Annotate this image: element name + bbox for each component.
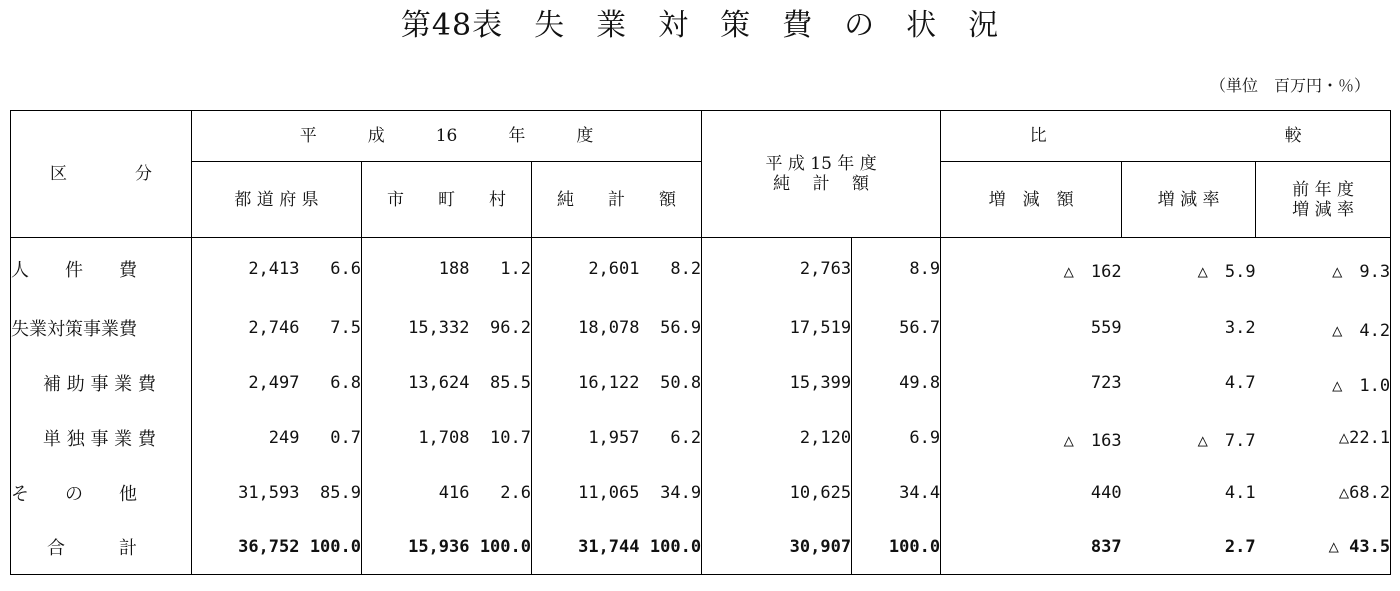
cell-prev-rate: △ 9.3 <box>1256 238 1391 301</box>
cell-pref-amount: 36,752 <box>192 521 300 575</box>
cell-pref-amount: 2,746 <box>192 301 300 356</box>
row-label: 補 助 事 業 費 <box>11 356 192 411</box>
table-row <box>11 466 1391 521</box>
cell-pref-amount: 2,413 <box>192 238 300 301</box>
cell-net-amount: 11,065 <box>532 466 640 521</box>
cell-fy15-amount: 10,625 <box>702 466 852 521</box>
cell-net-pct: 50.8 <box>660 373 702 393</box>
cell-diff-rate: 3.2 <box>1224 318 1256 338</box>
cell-diff-rate: 4.1 <box>1224 483 1256 503</box>
cell-fy15-pct: 49.8 <box>899 373 941 393</box>
cell-net-amount: 2,601 <box>532 238 640 301</box>
cell-muni-pct: 2.6 <box>500 483 531 503</box>
header-municipality: 市 町 村 <box>362 162 532 238</box>
row-label: 合 計 <box>11 521 192 575</box>
cell-fy15-pct: 6.9 <box>909 428 941 448</box>
cell-muni-pct: 96.2 <box>490 318 531 338</box>
cell-muni-pct: 10.7 <box>490 428 531 448</box>
cell-fy15-amount: 2,120 <box>702 411 852 466</box>
cell-pref-pct: 6.6 <box>330 259 361 280</box>
cell-net-pct: 100.0 <box>640 521 702 575</box>
header-fy15-net: 平 成 15 年 度 純 計 額 <box>702 111 941 238</box>
cell-fy15-pct: 34.4 <box>899 483 941 503</box>
cell-pref-amount: 249 <box>192 411 300 466</box>
cell-diff-rate: 2.7 <box>1122 521 1256 575</box>
row-label: 単 独 事 業 費 <box>11 411 192 466</box>
cell-net-amount: 16,122 <box>532 356 640 411</box>
cell-net-pct: 56.9 <box>660 318 702 338</box>
cell-muni-amount: 13,624 <box>362 356 470 411</box>
cell-pref-pct: 0.7 <box>330 428 361 448</box>
cell-diff-amount: 559 <box>941 301 1122 356</box>
cell-net-amount: 31,744 <box>532 521 640 575</box>
table-row <box>11 411 1391 466</box>
header-prefecture: 都 道 府 県 <box>192 162 362 238</box>
cell-prev-rate: △ 43.5 <box>1256 521 1391 575</box>
cell-prev-rate: △ 1.0 <box>1256 356 1391 411</box>
cell-pref-amount: 2,497 <box>192 356 300 411</box>
cell-muni-amount: 1,708 <box>362 411 470 466</box>
cell-pref-pct: 6.8 <box>330 373 361 393</box>
cell-diff-rate: △ 7.7 <box>1197 430 1256 451</box>
cell-net-pct: 8.2 <box>670 259 702 280</box>
cell-pref-amount: 31,593 <box>192 466 300 521</box>
cell-muni-pct: 100.0 <box>470 521 532 575</box>
cell-muni-pct: 1.2 <box>500 259 531 280</box>
cell-diff-amount: 837 <box>941 521 1122 575</box>
cell-diff-amount: 440 <box>941 466 1122 521</box>
cell-muni-amount: 188 <box>362 238 470 301</box>
cell-diff-amount: △ 162 <box>941 238 1122 301</box>
cell-pref-pct: 85.9 <box>320 483 361 503</box>
cell-fy15-amount: 15,399 <box>702 356 852 411</box>
table-title: 第48表 失 業 対 策 費 の 状 況 <box>400 8 1000 43</box>
cell-muni-pct: 85.5 <box>490 373 531 393</box>
table-row <box>11 238 1391 301</box>
cell-pref-pct: 100.0 <box>300 521 362 575</box>
table-row <box>11 301 1391 356</box>
header-diff-rate: 増 減 率 <box>1122 162 1256 238</box>
cell-fy15-amount: 17,519 <box>702 301 852 356</box>
cell-muni-amount: 416 <box>362 466 470 521</box>
unit-note: （単位 百万円・％） <box>1209 76 1370 95</box>
cell-pref-pct: 7.5 <box>330 318 361 338</box>
cell-fy15-amount: 30,907 <box>702 521 852 575</box>
cell-net-amount: 1,957 <box>532 411 640 466</box>
cell-prev-rate: △ 4.2 <box>1256 301 1391 356</box>
table-row <box>11 356 1391 411</box>
cell-diff-rate: 4.7 <box>1224 373 1256 393</box>
cell-diff-amount: △ 163 <box>941 411 1122 466</box>
total-row <box>11 521 1391 575</box>
cell-fy15-pct: 56.7 <box>899 318 941 338</box>
expenditure-table <box>10 110 1391 575</box>
cell-net-pct: 34.9 <box>660 483 702 503</box>
cell-diff-amount: 723 <box>941 356 1122 411</box>
cell-prev-rate: △68.2 <box>1256 466 1391 521</box>
cell-prev-rate: △22.1 <box>1256 411 1391 466</box>
cell-fy15-pct: 8.9 <box>909 259 941 280</box>
row-label: そ の 他 <box>11 466 192 521</box>
cell-net-pct: 6.2 <box>670 428 702 448</box>
header-diff-amount: 増 減 額 <box>941 162 1122 238</box>
cell-muni-amount: 15,936 <box>362 521 470 575</box>
cell-fy15-amount: 2,763 <box>702 238 852 301</box>
row-label: 人 件 費 <box>11 238 192 301</box>
cell-diff-rate: △ 5.9 <box>1197 261 1256 282</box>
header-prev-rate: 前 年 度 増 減 率 <box>1256 162 1391 238</box>
cell-net-amount: 18,078 <box>532 301 640 356</box>
cell-fy15-pct: 100.0 <box>852 521 941 575</box>
cell-muni-amount: 15,332 <box>362 301 470 356</box>
header-category: 区 分 <box>11 111 192 238</box>
header-fy16: 平 成 16 年 度 <box>192 111 702 162</box>
header-net-total: 純 計 額 <box>532 162 702 238</box>
row-label: 失業対策事業費 <box>11 301 192 356</box>
header-comparison: 比 較 <box>941 111 1391 162</box>
